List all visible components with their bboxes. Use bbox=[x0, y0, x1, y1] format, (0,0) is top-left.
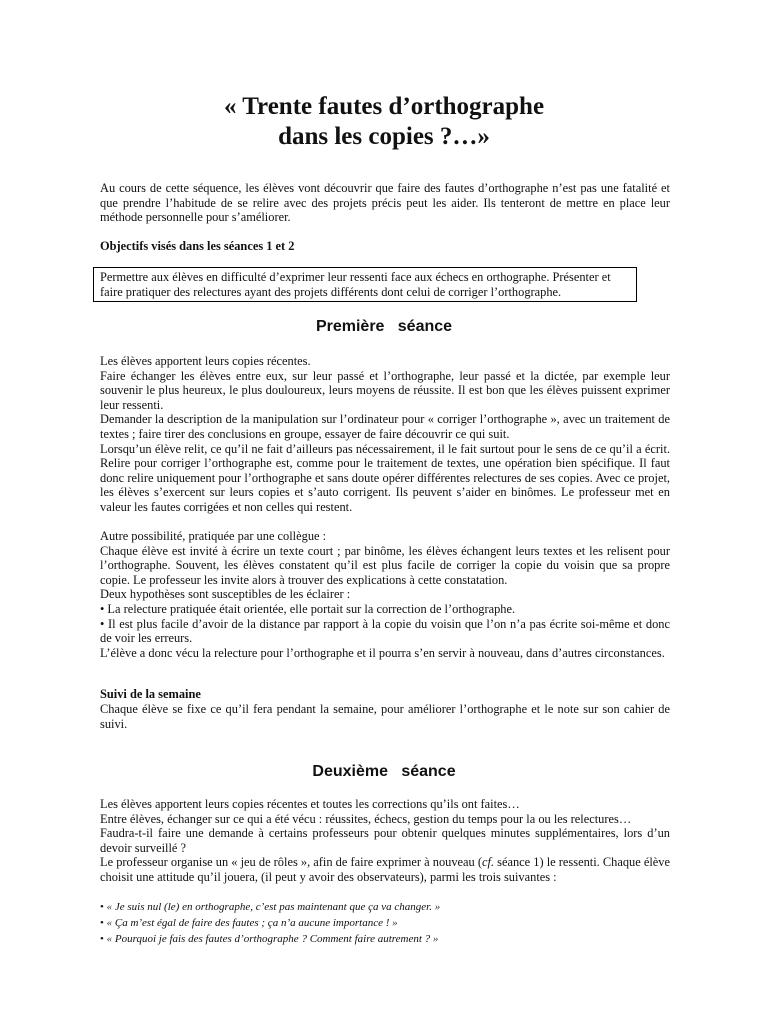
intro-paragraph: Au cours de cette séquence, les élèves vont découvrir que faire des fautes d’orthographe n’est pas une fatalité et que prendre l’habitude de se relire avec des projets précis peut les aider. Ils tenteront de mettre en place leur méthode personnelle pour s’améliorer. bbox=[100, 181, 670, 225]
cf-abbrev: cf. bbox=[482, 855, 495, 870]
session-2-paragraphs bbox=[100, 797, 670, 885]
session-1-heading: Première séance bbox=[315, 318, 453, 335]
role-quotes-list bbox=[100, 899, 670, 947]
bullet-icon: • bbox=[100, 917, 104, 929]
session-1-paragraphs bbox=[100, 354, 670, 515]
document-title bbox=[0, 92, 768, 152]
alt-paragraph: Autre possibilité, pratiquée par une collègue : bbox=[100, 529, 327, 543]
s1-paragraph: Demander la description de la manipulation sur l’ordinateur pour « corriger l’orthographe », avec un traitement de textes ; faire tirer des conclusions en groupe, essayer de faire découvrir ce qui suit. bbox=[100, 412, 670, 441]
alt-paragraph: • La relecture pratiquée était orientée, elle portait sur la correction de l’orthographe. bbox=[100, 601, 516, 616]
session-2-heading: Deuxième séance bbox=[312, 763, 456, 780]
title-line-1: « Trente fautes d’orthographe bbox=[223, 93, 545, 120]
objectives-box: Permettre aux élèves en difficulté d’exprimer leur ressenti face aux échecs en orthographe. Présenter et faire pratiquer des relectures ayant des projets différents dont celui de corriger l’orthographe. bbox=[93, 267, 637, 302]
s1-paragraph: Faire échanger les élèves entre eux, sur leur passé et l’orthographe, leur passé et la dictée, par exemple leur souvenir le plus heureux, le plus douloureux, leurs moyens de réussite. Il est bon que les élèves puissent exprimer leur ressenti. bbox=[100, 368, 670, 412]
alt-paragraph: Deux hypothèses sont susceptibles de les éclairer : bbox=[100, 587, 351, 602]
s2-paragraph: Faudra-t-il faire une demande à certains professeurs pour obtenir quelques minutes supplémentaires, lors d’un devoir surveillé ? bbox=[100, 826, 670, 855]
title-line-2: dans les copies ?…» bbox=[278, 123, 490, 150]
s1-paragraph: Les élèves apportent leurs copies récentes. bbox=[100, 354, 311, 368]
weekly-heading: Suivi de la semaine bbox=[100, 687, 201, 701]
s1-paragraph: Lorsqu’un élève relit, ce qu’il ne fait d’ailleurs pas nécessairement, il le fait surtout pour le sens de ce qu’il a écrit. Relire pour corriger l’orthographe est, comme pour le traitement de textes, une opération bien spécifique. Il faut donc relire uniquement pour l’orthographe et sans doute opérer différentes relectures de ses copies. Avec ce projet, les élèves s’exercent sur leurs copies et s’auto corrigent. Ils peuvent s’aider en binômes. Le professeur met en valeur les fautes corrigées et non celles qui restent. bbox=[100, 441, 670, 514]
list-item: • « Ça m’est égal de faire des fautes ; ça n’a aucune importance ! » bbox=[100, 917, 398, 929]
s2-paragraph: Entre élèves, échanger sur ce qui a été vécu : réussites, échecs, gestion du temps pour la ou les relectures… bbox=[100, 811, 632, 826]
s2-paragraph: Le professeur organise un « jeu de rôles », afin de faire exprimer à nouveau (cf. séance 1) le ressenti. Chaque élève choisit une attitude qu’il jouera, (il peut y avoir des observateurs), parmi les trois suivantes : bbox=[100, 855, 670, 884]
weekly-text: Chaque élève se fixe ce qu’il fera pendant la semaine, pour améliorer l’orthographe et le note sur son cahier de suivi. bbox=[100, 702, 670, 731]
s2-paragraph: Les élèves apportent leurs copies récentes et toutes les corrections qu’ils ont faites… bbox=[100, 797, 520, 811]
list-item: • « Je suis nul (le) en orthographe, c’est pas maintenant que ça va changer. » bbox=[100, 901, 441, 913]
bullet-icon: • bbox=[100, 933, 104, 945]
alt-paragraph: L’élève a donc vécu la relecture pour l’orthographe et il pourra s’en servir à nouveau, dans d’autres circonstances. bbox=[100, 645, 665, 660]
objectives-heading: Objectifs visés dans les séances 1 et 2 bbox=[100, 239, 295, 253]
alt-paragraph: • Il est plus facile d’avoir de la distance par rapport à la copie du voisin que l’on n’a pas écrite soi-même et donc de voir les erreurs. bbox=[100, 616, 670, 646]
list-item: • « Pourquoi je fais des fautes d’orthographe ? Comment faire autrement ? » bbox=[100, 933, 439, 945]
session-1-alternative bbox=[100, 529, 670, 660]
bullet-icon: • bbox=[100, 901, 104, 913]
alt-paragraph: Chaque élève est invité à écrire un texte court ; par binôme, les élèves échangent leurs textes et les relisent pour l’orthographe. Souvent, les élèves constatent qu’il est plus facile de corriger la copie du voisin que sa propre copie. Le professeur les invite alors à trouver des explications à cette constatation. bbox=[100, 543, 670, 587]
